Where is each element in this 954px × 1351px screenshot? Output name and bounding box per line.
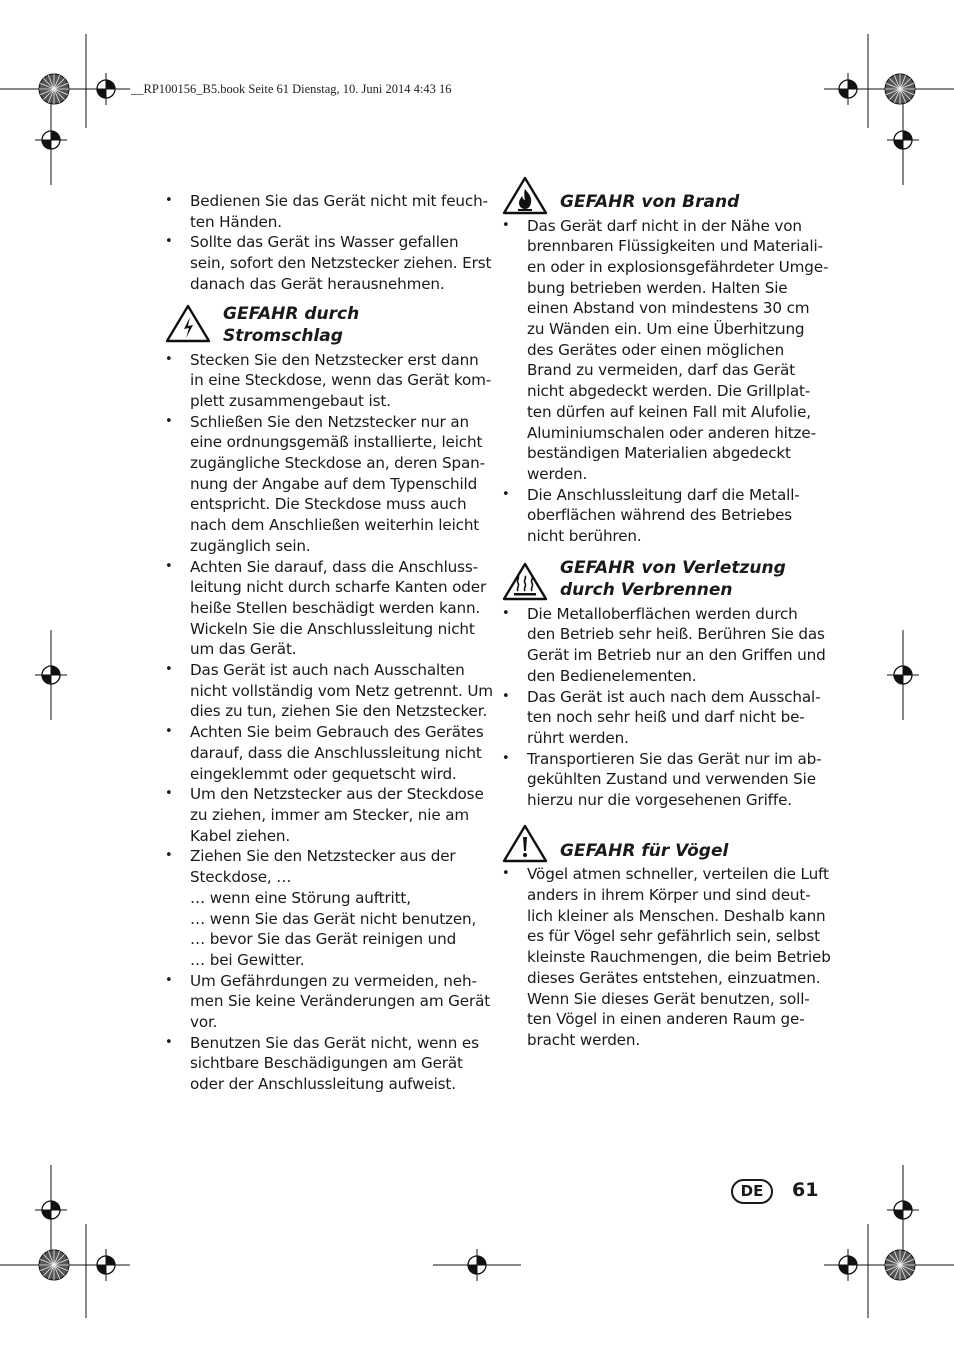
section-electric-shock — [165, 303, 493, 1095]
list-item: • Achten Sie beim Gebrauch des Gerätes darauf, dass die Anschlussleitung nicht eingeklemmt oder gequetscht wird. — [165, 722, 485, 784]
page-number: 61 — [792, 1179, 819, 1201]
list-item: • Das Gerät darf nicht in der Nähe von brennbaren Flüssigkeiten und Materiali- en oder in explosionsgefährdeter Umge- bung betrieben werden. Halten Sie einen Abstand von mindestens 30 cm zu Wänden ein. Um eine Überhitzung des Gerätes oder einen möglichen Brand zu vermeiden, darf das Gerät nicht abgedeckt werden. Die Grillplat- ten dürfen auf keinen Fall mit Alufolie, Aluminiumschalen oder anderen hitze- beständigen Materialien abgedeckt werden. — [502, 216, 822, 485]
list-item: • Transportieren Sie das Gerät nur im ab- gekühlten Zustand und verwenden Sie hierzu nur die vorgesehenen Griffe. — [502, 749, 822, 811]
section-fire — [502, 191, 829, 547]
electric-shock-warning-icon — [165, 303, 211, 343]
burn-injury-list — [502, 604, 826, 811]
section-title: GEFAHR von Verletzung durch Verbrennen — [502, 557, 822, 602]
list-item: • Die Metalloberflächen werden durch den Betrieb sehr heiß. Berühren Sie das Gerät im Betrieb nur an den Griffen und den Bedienelementen. — [502, 604, 822, 687]
list-item: • Schließen Sie den Netzstecker nur an eine ordnungsgemäß installierte, leicht zugängliche Steckdose an, deren Span- nung der Angabe auf dem Typenschild entspricht. Die Steckdose muss auch nach dem Anschließen weiterhin leicht zugänglich sein. — [165, 412, 485, 557]
list-item: • Das Gerät ist auch nach Ausschalten nicht vollständig vom Netz getrennt. Um dies zu tun, ziehen Sie den Netzstecker. — [165, 660, 485, 722]
section-title: GEFAHR durch Stromschlag — [165, 303, 485, 348]
hot-surface-warning-icon — [502, 561, 548, 601]
list-item: • Vögel atmen schneller, verteilen die Luft anders in ihrem Körper und sind deut- lich kleiner als Menschen. Deshalb kann es für Vögel sehr gefährlich sein, selbst kleinste Rauchmengen, die beim Betrieb dieses Gerätes entstehen, einzuatmen. Wenn Sie dieses Gerät benutzen, soll- ten Vögel in einen anderen Raum ge- bracht werden. — [502, 864, 822, 1050]
section-title: GEFAHR von Brand — [502, 191, 822, 214]
list-item: • Die Anschlussleitung darf die Metall- oberflächen während des Betriebes nicht berühren. — [502, 485, 822, 547]
section-title: GEFAHR für Vögel — [502, 840, 822, 863]
electric-shock-list — [165, 350, 493, 1095]
list-item: • Stecken Sie den Netzstecker erst dann in eine Steckdose, wenn das Gerät kom- plett zusammengebaut ist. — [165, 350, 485, 412]
fire-list — [502, 216, 829, 547]
language-badge: DE — [731, 1179, 773, 1204]
fire-warning-icon — [502, 175, 548, 215]
list-item: • Ziehen Sie den Netzstecker aus der Steckdose, … … wenn eine Störung auftritt, … wenn Sie das Gerät nicht benutzen, … bevor Sie das Gerät reinigen und … bei Gewitter. — [165, 846, 485, 970]
list-item: • Das Gerät ist auch nach dem Ausschal- ten noch sehr heiß und darf nicht be- rührt werden. — [502, 687, 822, 749]
list-item: • Benutzen Sie das Gerät nicht, wenn es sichtbare Beschädigungen am Gerät oder der Anschlussleitung aufweist. — [165, 1033, 485, 1095]
list-item: • Achten Sie darauf, dass die Anschluss- leitung nicht durch scharfe Kanten oder heiße Stellen beschädigt werden kann. Wickeln Sie die Anschlussleitung nicht um das Gerät. — [165, 557, 485, 661]
list-item: • Um den Netzstecker aus der Steckdose zu ziehen, immer am Stecker, nie am Kabel ziehen. — [165, 784, 485, 846]
section-birds — [502, 840, 831, 1051]
birds-list — [502, 864, 831, 1050]
list-item: • Bedienen Sie das Gerät nicht mit feuch- ten Händen. — [165, 191, 485, 232]
section-burn-injury — [502, 557, 826, 811]
list-item: • Um Gefährdungen zu vermeiden, neh- men Sie keine Veränderungen am Gerät vor. — [165, 971, 485, 1033]
general-warning-icon — [502, 823, 548, 863]
left-column — [165, 191, 493, 1095]
right-column — [502, 191, 831, 1051]
list-item: • Sollte das Gerät ins Wasser gefallen sein, sofort den Netzstecker ziehen. Erst danach das Gerät herausnehmen. — [165, 232, 485, 294]
intro-list — [165, 191, 492, 295]
print-file-header: __RP100156_B5.book Seite 61 Dienstag, 10. Juni 2014 4:43 16 — [131, 82, 452, 96]
